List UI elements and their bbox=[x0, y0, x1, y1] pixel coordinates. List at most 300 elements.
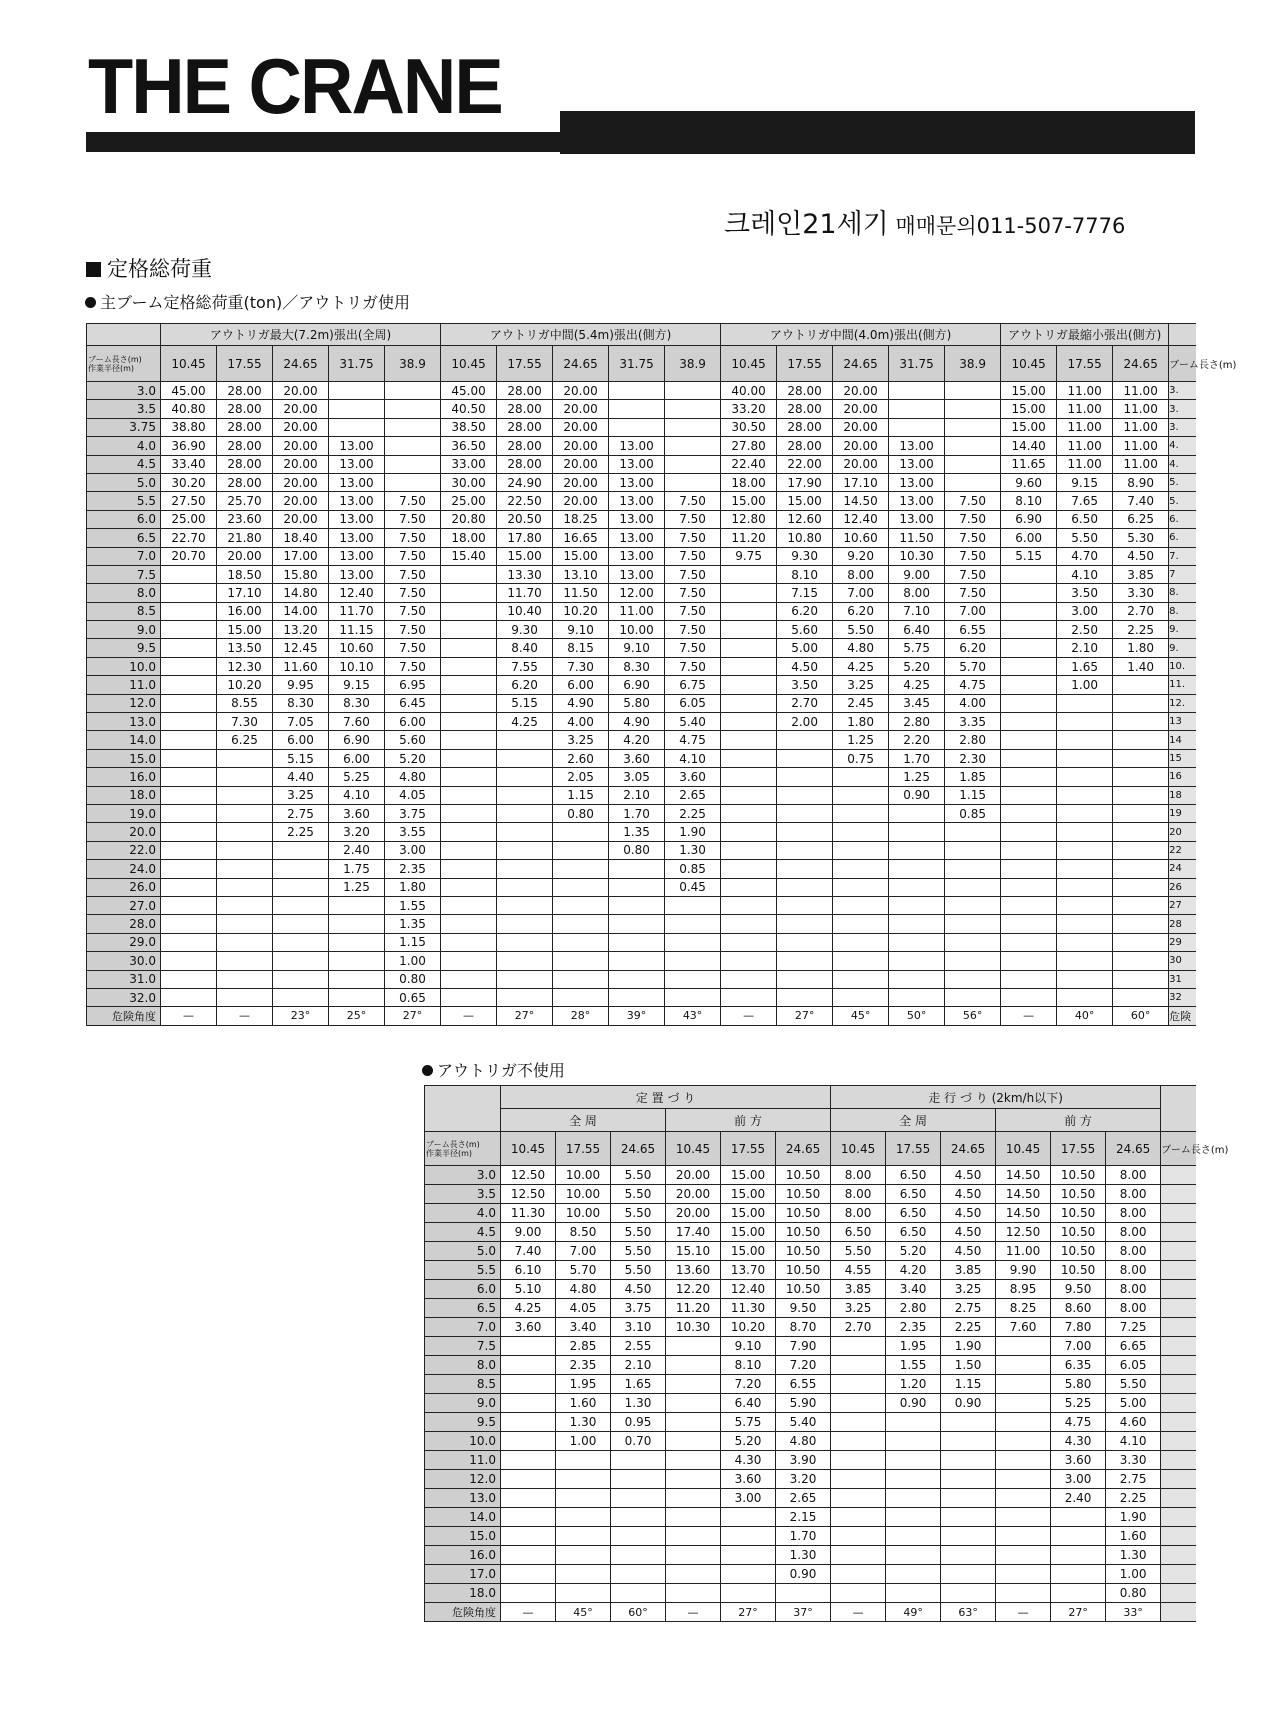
load-value-cell bbox=[217, 823, 273, 841]
load-value-cell: 2.70 bbox=[831, 1318, 886, 1337]
cut-radius-cell: 16 bbox=[1169, 768, 1196, 786]
load-value-cell bbox=[556, 1565, 611, 1584]
no-outrigger-load-table bbox=[424, 1085, 1229, 1622]
load-value-cell: 4.50 bbox=[941, 1166, 996, 1185]
load-value-cell: 7.20 bbox=[721, 1375, 776, 1394]
load-value-cell: 7.20 bbox=[776, 1356, 831, 1375]
load-value-cell: 7.50 bbox=[945, 529, 1001, 547]
load-value-cell bbox=[161, 694, 217, 712]
cut-boom-length-header: ブーム長さ(m) bbox=[1169, 346, 1196, 382]
load-value-cell bbox=[497, 970, 553, 988]
load-value-cell: 20.00 bbox=[553, 400, 609, 418]
load-value-cell: 25.00 bbox=[441, 492, 497, 510]
load-value-cell: 1.95 bbox=[886, 1337, 941, 1356]
load-value-cell bbox=[721, 565, 777, 583]
load-value-cell: 5.75 bbox=[889, 639, 945, 657]
load-value-cell: 5.25 bbox=[329, 768, 385, 786]
load-value-cell bbox=[721, 584, 777, 602]
load-value-cell bbox=[665, 400, 721, 418]
load-value-cell bbox=[1001, 584, 1057, 602]
load-value-cell: 2.80 bbox=[886, 1299, 941, 1318]
load-value-cell: 13.00 bbox=[329, 547, 385, 565]
load-value-cell bbox=[1001, 860, 1057, 878]
table-row bbox=[87, 749, 1196, 767]
load-value-cell: 1.90 bbox=[1106, 1508, 1161, 1527]
danger-angle-cell: 40° bbox=[1057, 1007, 1113, 1025]
load-value-cell: 13.00 bbox=[329, 473, 385, 491]
load-value-cell bbox=[941, 1451, 996, 1470]
load-value-cell bbox=[441, 915, 497, 933]
load-value-cell bbox=[501, 1432, 556, 1451]
working-radius-cell: 29.0 bbox=[87, 933, 161, 951]
load-value-cell: 3.50 bbox=[1057, 584, 1113, 602]
load-value-cell bbox=[273, 933, 329, 951]
load-value-cell: 13.20 bbox=[273, 621, 329, 639]
load-value-cell: 40.80 bbox=[161, 400, 217, 418]
cut-radius-cell: 32 bbox=[1169, 988, 1196, 1006]
table-row bbox=[87, 547, 1196, 565]
boom-length-cell: 24.65 bbox=[833, 346, 889, 382]
load-value-cell bbox=[777, 841, 833, 859]
load-value-cell: 3.30 bbox=[1106, 1451, 1161, 1470]
load-value-cell: 5.60 bbox=[385, 731, 441, 749]
load-value-cell: 2.80 bbox=[945, 731, 1001, 749]
load-value-cell: 3.25 bbox=[273, 786, 329, 804]
load-value-cell: 14.80 bbox=[273, 584, 329, 602]
cut-radius-cell: 9. bbox=[1169, 621, 1196, 639]
table-row bbox=[87, 529, 1196, 547]
boom-length-cell: 24.65 bbox=[611, 1132, 666, 1166]
load-value-cell: 6.00 bbox=[329, 749, 385, 767]
load-value-cell: 3.25 bbox=[831, 1299, 886, 1318]
load-value-cell: 4.10 bbox=[1057, 565, 1113, 583]
load-value-cell bbox=[497, 933, 553, 951]
load-value-cell bbox=[609, 988, 665, 1006]
load-value-cell: 6.55 bbox=[945, 621, 1001, 639]
load-value-cell: 7.50 bbox=[945, 547, 1001, 565]
cut-radius-cell: 27 bbox=[1169, 896, 1196, 914]
load-value-cell: 28.00 bbox=[497, 455, 553, 473]
load-value-cell: 6.20 bbox=[945, 639, 1001, 657]
cut-radius-cell: 8. bbox=[1169, 584, 1196, 602]
load-value-cell bbox=[1113, 915, 1169, 933]
load-value-cell bbox=[889, 418, 945, 436]
load-value-cell bbox=[1001, 621, 1057, 639]
table-row bbox=[425, 1432, 1196, 1451]
boom-length-cell: 38.9 bbox=[665, 346, 721, 382]
load-value-cell: 9.50 bbox=[1051, 1280, 1106, 1299]
load-value-cell: 1.70 bbox=[889, 749, 945, 767]
load-value-cell bbox=[777, 731, 833, 749]
load-value-cell: 8.25 bbox=[996, 1299, 1051, 1318]
load-value-cell bbox=[329, 970, 385, 988]
bullet-icon bbox=[85, 297, 96, 308]
load-value-cell: 10.50 bbox=[776, 1204, 831, 1223]
danger-angle-row bbox=[425, 1603, 1196, 1622]
load-value-cell bbox=[1113, 823, 1169, 841]
load-value-cell: 12.40 bbox=[721, 1280, 776, 1299]
load-value-cell bbox=[497, 823, 553, 841]
load-value-cell bbox=[1057, 878, 1113, 896]
load-value-cell bbox=[831, 1375, 886, 1394]
load-value-cell: 7.50 bbox=[385, 602, 441, 620]
cut-radius-cell: 3. bbox=[1169, 382, 1196, 400]
load-value-cell bbox=[1113, 952, 1169, 970]
table-row bbox=[425, 1223, 1196, 1242]
load-value-cell: 8.00 bbox=[1106, 1223, 1161, 1242]
load-value-cell bbox=[1057, 768, 1113, 786]
load-value-cell bbox=[273, 841, 329, 859]
load-value-cell: 28.00 bbox=[217, 437, 273, 455]
load-value-cell: 20.00 bbox=[273, 473, 329, 491]
load-value-cell bbox=[611, 1565, 666, 1584]
boom-length-cell: 10.45 bbox=[441, 346, 497, 382]
cut-radius-cell: 20 bbox=[1169, 823, 1196, 841]
load-value-cell: 11.00 bbox=[1113, 455, 1169, 473]
load-value-cell: 11.00 bbox=[1113, 437, 1169, 455]
load-value-cell: 1.95 bbox=[556, 1375, 611, 1394]
load-value-cell: 30.20 bbox=[161, 473, 217, 491]
working-radius-cell: 5.5 bbox=[87, 492, 161, 510]
load-value-cell: 28.00 bbox=[777, 382, 833, 400]
load-value-cell bbox=[721, 860, 777, 878]
table-row bbox=[87, 565, 1196, 583]
load-value-cell bbox=[385, 382, 441, 400]
load-value-cell: 22.50 bbox=[497, 492, 553, 510]
load-value-cell: 12.50 bbox=[996, 1223, 1051, 1242]
load-value-cell: 4.70 bbox=[1057, 547, 1113, 565]
working-radius-cell: 7.5 bbox=[425, 1337, 501, 1356]
load-value-cell: 15.80 bbox=[273, 565, 329, 583]
load-value-cell bbox=[556, 1527, 611, 1546]
load-value-cell bbox=[497, 915, 553, 933]
cut-cell bbox=[1161, 1432, 1196, 1451]
load-value-cell: 15.00 bbox=[1001, 418, 1057, 436]
load-value-cell: 1.00 bbox=[1057, 676, 1113, 694]
load-value-cell bbox=[941, 1546, 996, 1565]
load-value-cell: 3.85 bbox=[941, 1261, 996, 1280]
load-value-cell bbox=[945, 952, 1001, 970]
load-value-cell: 2.70 bbox=[777, 694, 833, 712]
load-value-cell bbox=[441, 565, 497, 583]
cut-radius-cell: 28 bbox=[1169, 915, 1196, 933]
load-value-cell bbox=[1113, 676, 1169, 694]
load-value-cell: 2.40 bbox=[1051, 1489, 1106, 1508]
load-value-cell bbox=[666, 1413, 721, 1432]
outrigger-group-header: アウトリガ中間(4.0m)張出(側方) bbox=[721, 324, 1001, 346]
load-value-cell: 11.60 bbox=[273, 657, 329, 675]
cut-cell bbox=[1161, 1546, 1196, 1565]
load-value-cell: 10.50 bbox=[1051, 1204, 1106, 1223]
load-value-cell: 18.25 bbox=[553, 510, 609, 528]
load-value-cell: 11.50 bbox=[889, 529, 945, 547]
load-value-cell bbox=[665, 970, 721, 988]
working-radius-cell: 5.0 bbox=[425, 1242, 501, 1261]
load-value-cell bbox=[1001, 896, 1057, 914]
table-row bbox=[425, 1337, 1196, 1356]
load-value-cell bbox=[497, 768, 553, 786]
load-value-cell: 6.40 bbox=[721, 1394, 776, 1413]
table-row bbox=[87, 952, 1196, 970]
load-value-cell: 0.45 bbox=[665, 878, 721, 896]
working-radius-cell: 9.0 bbox=[425, 1394, 501, 1413]
load-value-cell bbox=[329, 382, 385, 400]
load-value-cell: 2.55 bbox=[611, 1337, 666, 1356]
working-radius-cell: 7.0 bbox=[87, 547, 161, 565]
load-value-cell bbox=[161, 657, 217, 675]
cut-cell bbox=[1161, 1527, 1196, 1546]
load-value-cell bbox=[889, 860, 945, 878]
load-value-cell bbox=[1113, 970, 1169, 988]
load-value-cell: 10.30 bbox=[666, 1318, 721, 1337]
load-value-cell: 9.10 bbox=[553, 621, 609, 639]
load-value-cell: 15.00 bbox=[777, 492, 833, 510]
danger-angle-cell: 50° bbox=[889, 1007, 945, 1025]
working-radius-cell: 16.0 bbox=[87, 768, 161, 786]
load-value-cell: 4.40 bbox=[273, 768, 329, 786]
load-value-cell bbox=[1051, 1546, 1106, 1565]
load-value-cell: 4.50 bbox=[611, 1280, 666, 1299]
load-value-cell: 12.40 bbox=[833, 510, 889, 528]
table-row bbox=[425, 1584, 1196, 1603]
load-value-cell: 20.00 bbox=[217, 547, 273, 565]
load-value-cell bbox=[161, 584, 217, 602]
table-row bbox=[87, 400, 1196, 418]
load-value-cell bbox=[441, 786, 497, 804]
load-value-cell: 4.55 bbox=[831, 1261, 886, 1280]
load-value-cell: 22.70 bbox=[161, 529, 217, 547]
load-value-cell bbox=[441, 896, 497, 914]
load-value-cell: 7.50 bbox=[665, 621, 721, 639]
load-value-cell bbox=[831, 1584, 886, 1603]
load-value-cell bbox=[1113, 786, 1169, 804]
load-value-cell: 13.00 bbox=[609, 473, 665, 491]
load-value-cell: 7.30 bbox=[553, 657, 609, 675]
load-value-cell: 10.50 bbox=[776, 1166, 831, 1185]
load-value-cell: 3.40 bbox=[886, 1280, 941, 1299]
load-value-cell bbox=[665, 382, 721, 400]
cut-radius-cell: 22 bbox=[1169, 841, 1196, 859]
table-row bbox=[87, 731, 1196, 749]
load-value-cell: 36.90 bbox=[161, 437, 217, 455]
load-value-cell bbox=[831, 1565, 886, 1584]
load-value-cell bbox=[273, 896, 329, 914]
load-value-cell: 5.00 bbox=[777, 639, 833, 657]
load-value-cell: 5.15 bbox=[497, 694, 553, 712]
danger-angle-cell: 28° bbox=[553, 1007, 609, 1025]
load-value-cell bbox=[553, 841, 609, 859]
contact-name: 크레인21세기 bbox=[724, 209, 889, 240]
load-value-cell: 5.15 bbox=[1001, 547, 1057, 565]
outrigger-load-table bbox=[86, 323, 1237, 1026]
load-value-cell: 8.00 bbox=[1106, 1242, 1161, 1261]
load-value-cell bbox=[553, 988, 609, 1006]
load-value-cell bbox=[945, 915, 1001, 933]
load-value-cell bbox=[886, 1432, 941, 1451]
table-row bbox=[425, 1565, 1196, 1584]
load-value-cell: 17.10 bbox=[833, 473, 889, 491]
table-row bbox=[87, 860, 1196, 878]
load-value-cell bbox=[556, 1451, 611, 1470]
danger-angle-cell: 63° bbox=[941, 1603, 996, 1622]
cut-cell bbox=[1161, 1394, 1196, 1413]
load-value-cell: 7.50 bbox=[665, 565, 721, 583]
section-title: 定格総荷重 bbox=[86, 253, 212, 283]
load-value-cell bbox=[441, 749, 497, 767]
load-value-cell bbox=[501, 1508, 556, 1527]
table-row bbox=[425, 1489, 1196, 1508]
load-value-cell: 28.00 bbox=[217, 418, 273, 436]
load-value-cell bbox=[273, 878, 329, 896]
load-value-cell: 9.00 bbox=[501, 1223, 556, 1242]
load-value-cell bbox=[889, 933, 945, 951]
working-radius-cell: 14.0 bbox=[87, 731, 161, 749]
load-value-cell: 20.00 bbox=[553, 492, 609, 510]
load-value-cell bbox=[1057, 713, 1113, 731]
load-value-cell: 25.00 bbox=[161, 510, 217, 528]
load-value-cell: 7.50 bbox=[945, 584, 1001, 602]
cut-radius-cell: 5. bbox=[1169, 492, 1196, 510]
load-value-cell: 20.80 bbox=[441, 510, 497, 528]
corner-boom-length-label: ブーム長さ(m) bbox=[88, 354, 142, 364]
load-value-cell: 10.60 bbox=[833, 529, 889, 547]
load-value-cell: 7.50 bbox=[385, 621, 441, 639]
load-value-cell: 7.00 bbox=[945, 602, 1001, 620]
corner-header bbox=[425, 1132, 501, 1166]
load-value-cell: 5.40 bbox=[665, 713, 721, 731]
load-value-cell bbox=[886, 1489, 941, 1508]
load-value-cell: 1.30 bbox=[665, 841, 721, 859]
load-value-cell bbox=[833, 988, 889, 1006]
cut-boom-length-header: ブーム長さ(m) bbox=[1161, 1132, 1196, 1166]
load-value-cell: 6.00 bbox=[553, 676, 609, 694]
bullet-icon bbox=[422, 1065, 433, 1076]
cut-radius-cell: 18 bbox=[1169, 786, 1196, 804]
load-value-cell bbox=[721, 1527, 776, 1546]
load-value-cell: 11.20 bbox=[721, 529, 777, 547]
load-value-cell: 3.20 bbox=[776, 1470, 831, 1489]
load-value-cell bbox=[721, 731, 777, 749]
load-value-cell: 0.80 bbox=[609, 841, 665, 859]
load-value-cell bbox=[665, 473, 721, 491]
working-radius-cell: 5.0 bbox=[87, 473, 161, 491]
load-value-cell bbox=[721, 602, 777, 620]
load-value-cell: 10.80 bbox=[777, 529, 833, 547]
load-value-cell: 28.00 bbox=[217, 400, 273, 418]
load-value-cell: 5.30 bbox=[1113, 529, 1169, 547]
load-value-cell bbox=[666, 1375, 721, 1394]
corner-radius-label: 作業半径(m) bbox=[88, 363, 135, 373]
load-value-cell bbox=[996, 1508, 1051, 1527]
load-value-cell bbox=[833, 823, 889, 841]
load-value-cell: 13.30 bbox=[497, 565, 553, 583]
load-value-cell bbox=[556, 1489, 611, 1508]
load-value-cell: 20.50 bbox=[497, 510, 553, 528]
load-value-cell bbox=[1113, 768, 1169, 786]
load-value-cell: 4.05 bbox=[385, 786, 441, 804]
table-row bbox=[87, 988, 1196, 1006]
load-value-cell: 4.60 bbox=[1106, 1413, 1161, 1432]
load-value-cell: 5.20 bbox=[889, 657, 945, 675]
load-value-cell: 28.00 bbox=[777, 418, 833, 436]
load-value-cell: 21.80 bbox=[217, 529, 273, 547]
load-value-cell bbox=[996, 1546, 1051, 1565]
load-value-cell bbox=[217, 896, 273, 914]
load-value-cell: 4.75 bbox=[665, 731, 721, 749]
cut-radius-cell: 7. bbox=[1169, 547, 1196, 565]
load-value-cell: 12.40 bbox=[329, 584, 385, 602]
table-row bbox=[87, 473, 1196, 491]
load-value-cell bbox=[945, 933, 1001, 951]
load-value-cell bbox=[1001, 639, 1057, 657]
load-value-cell bbox=[833, 970, 889, 988]
table-row bbox=[87, 804, 1196, 822]
load-value-cell: 13.00 bbox=[329, 455, 385, 473]
load-value-cell: 6.50 bbox=[886, 1204, 941, 1223]
load-value-cell bbox=[996, 1565, 1051, 1584]
load-value-cell: 20.00 bbox=[273, 492, 329, 510]
load-value-cell bbox=[889, 896, 945, 914]
load-value-cell: 7.50 bbox=[385, 492, 441, 510]
load-value-cell: 5.20 bbox=[721, 1432, 776, 1451]
load-value-cell bbox=[945, 878, 1001, 896]
load-value-cell bbox=[666, 1527, 721, 1546]
load-value-cell: 8.55 bbox=[217, 694, 273, 712]
load-value-cell bbox=[666, 1565, 721, 1584]
load-value-cell: 15.00 bbox=[721, 1185, 776, 1204]
cut-radius-cell: 29 bbox=[1169, 933, 1196, 951]
boom-length-cell: 10.45 bbox=[721, 346, 777, 382]
load-value-cell bbox=[553, 896, 609, 914]
load-value-cell: 3.25 bbox=[833, 676, 889, 694]
load-value-cell: 7.60 bbox=[996, 1318, 1051, 1337]
load-value-cell: 38.50 bbox=[441, 418, 497, 436]
load-value-cell bbox=[945, 823, 1001, 841]
load-value-cell: 11.00 bbox=[1113, 400, 1169, 418]
working-radius-cell: 6.5 bbox=[87, 529, 161, 547]
boom-length-cell: 24.65 bbox=[1113, 346, 1169, 382]
load-value-cell: 4.10 bbox=[1106, 1432, 1161, 1451]
load-value-cell: 4.75 bbox=[1051, 1413, 1106, 1432]
load-value-cell: 0.90 bbox=[776, 1565, 831, 1584]
load-value-cell: 9.00 bbox=[889, 565, 945, 583]
load-value-cell: 7.90 bbox=[776, 1337, 831, 1356]
load-value-cell: 2.75 bbox=[273, 804, 329, 822]
danger-angle-cell: 27° bbox=[497, 1007, 553, 1025]
load-value-cell: 0.90 bbox=[886, 1394, 941, 1413]
load-value-cell bbox=[1001, 841, 1057, 859]
boom-length-cell: 17.55 bbox=[1057, 346, 1113, 382]
load-value-cell: 12.80 bbox=[721, 510, 777, 528]
boom-length-row bbox=[87, 346, 1196, 382]
load-value-cell: 2.25 bbox=[1113, 621, 1169, 639]
load-value-cell: 20.00 bbox=[553, 382, 609, 400]
load-value-cell bbox=[1113, 896, 1169, 914]
load-value-cell: 15.10 bbox=[666, 1242, 721, 1261]
table-row bbox=[87, 915, 1196, 933]
boom-length-cell: 10.45 bbox=[666, 1132, 721, 1166]
load-value-cell: 6.00 bbox=[1001, 529, 1057, 547]
load-value-cell bbox=[441, 823, 497, 841]
load-value-cell: 1.15 bbox=[553, 786, 609, 804]
contact-label: 매매문의011-507-7776 bbox=[888, 214, 1126, 238]
load-value-cell: 6.50 bbox=[1057, 510, 1113, 528]
load-value-cell bbox=[1051, 1565, 1106, 1584]
load-value-cell bbox=[777, 749, 833, 767]
load-value-cell: 8.00 bbox=[833, 565, 889, 583]
load-value-cell: 17.00 bbox=[273, 547, 329, 565]
cut-radius-cell: 6. bbox=[1169, 529, 1196, 547]
